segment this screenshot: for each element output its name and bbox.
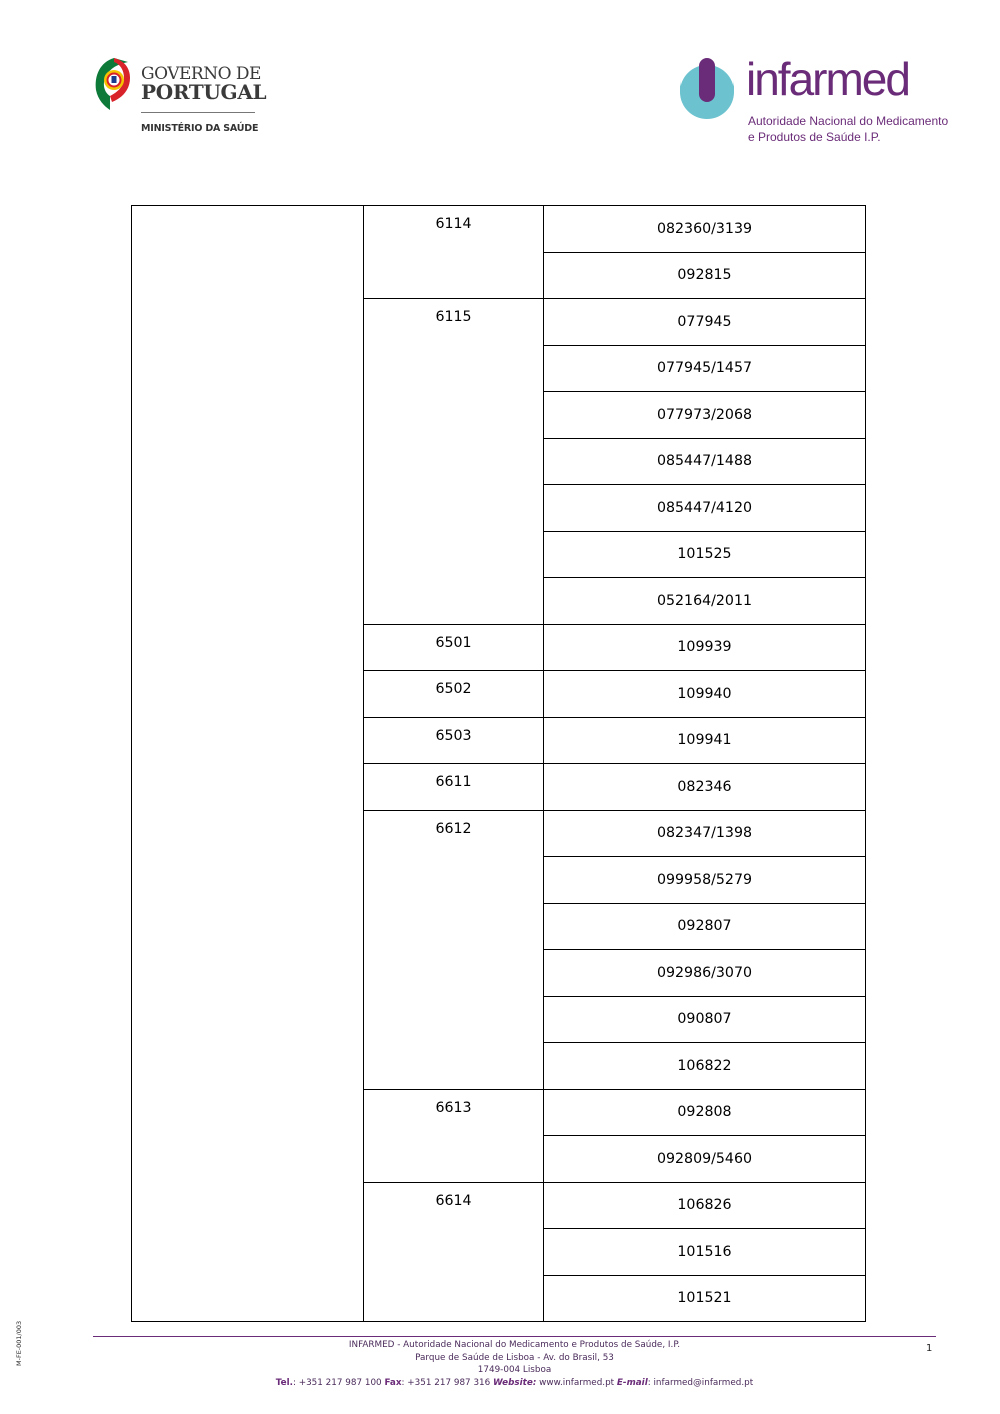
- group-code-cell: 6613: [364, 1089, 544, 1182]
- registration-number-cell: 092807: [544, 903, 866, 950]
- website-label: Website:: [493, 1378, 537, 1389]
- registration-number-cell: 101521: [544, 1275, 866, 1322]
- ministry-name: MINISTÉRIO DA SAÚDE: [141, 123, 259, 134]
- group-code-cell: 6501: [364, 624, 544, 671]
- group-code-cell: 6115: [364, 299, 544, 625]
- infarmed-subtitle-line2: e Produtos de Saúde I.P.: [748, 130, 881, 144]
- portugal-coat-of-arms-icon: [92, 56, 132, 112]
- footer-contacts: [93, 1377, 936, 1390]
- registration-number-cell: 085447/4120: [544, 485, 866, 532]
- registration-number-cell: 077945: [544, 299, 866, 346]
- registration-number-cell: 077973/2068: [544, 392, 866, 439]
- empty-first-column-cell: [132, 206, 364, 1322]
- registration-number-cell: 092808: [544, 1089, 866, 1136]
- infarmed-logo-icon: [676, 58, 738, 122]
- registration-number-cell: 106826: [544, 1182, 866, 1229]
- registration-number-cell: 101525: [544, 531, 866, 578]
- page-number: 1: [926, 1343, 933, 1354]
- registration-number-cell: 052164/2011: [544, 578, 866, 625]
- registration-number-cell: 082347/1398: [544, 810, 866, 857]
- footer-org-name: INFARMED - Autoridade Nacional do Medicamento e Produtos de Saúde, I.P.: [348, 1340, 681, 1350]
- registration-number-cell: 101516: [544, 1229, 866, 1276]
- registration-table: [131, 205, 865, 1321]
- registration-number-cell: 085447/1488: [544, 438, 866, 485]
- registration-number-cell: 092809/5460: [544, 1136, 866, 1183]
- group-code-cell: 6611: [364, 764, 544, 811]
- gov-title-line2: PORTUGAL: [141, 80, 267, 104]
- registration-number-cell: 077945/1457: [544, 345, 866, 392]
- email-label: E-mail: [616, 1378, 648, 1389]
- group-code-cell: 6114: [364, 206, 544, 299]
- gov-divider: [141, 112, 255, 113]
- registration-number-cell: 090807: [544, 996, 866, 1043]
- footer-postal: 1749-004 Lisboa: [477, 1365, 552, 1376]
- infarmed-wordmark: infarmed: [746, 53, 909, 105]
- email-link[interactable]: : infarmed@infarmed.pt: [647, 1378, 754, 1389]
- registration-number-cell: 109939: [544, 624, 866, 671]
- registration-number-cell: 099958/5279: [544, 857, 866, 904]
- website-link[interactable]: www.infarmed.pt: [536, 1378, 617, 1389]
- footer: [93, 1339, 936, 1390]
- registration-number-cell: 082346: [544, 764, 866, 811]
- tel-value: : +351 217 987 100: [292, 1378, 385, 1389]
- group-code-cell: 6502: [364, 671, 544, 718]
- registration-number-cell: 106822: [544, 1043, 866, 1090]
- gov-title-line1: GOVERNO DE: [141, 64, 261, 84]
- group-code-cell: 6612: [364, 810, 544, 1089]
- table-body: [132, 206, 866, 1322]
- table-row: [132, 206, 866, 253]
- registration-number-cell: 082360/3139: [544, 206, 866, 253]
- registration-number-cell: 109941: [544, 717, 866, 764]
- governo-de-portugal-logo: [92, 56, 267, 138]
- registration-number-cell: 109940: [544, 671, 866, 718]
- codes-table: [131, 205, 866, 1322]
- infarmed-subtitle-line1: Autoridade Nacional do Medicamento: [748, 114, 949, 128]
- group-code-cell: 6614: [364, 1182, 544, 1322]
- registration-number-cell: 092815: [544, 252, 866, 299]
- registration-number-cell: 092986/3070: [544, 950, 866, 997]
- fax-value: : +351 217 987 316: [401, 1378, 494, 1389]
- group-code-cell: 6503: [364, 717, 544, 764]
- tel-label: Tel.: [275, 1378, 293, 1389]
- fax-label: Fax: [384, 1378, 402, 1389]
- document-code: M-FE-001/003: [15, 1320, 23, 1366]
- footer-address: Parque de Saúde de Lisboa - Av. do Brasil, 53: [415, 1352, 614, 1363]
- footer-divider: [93, 1336, 936, 1337]
- infarmed-logo: [676, 53, 949, 148]
